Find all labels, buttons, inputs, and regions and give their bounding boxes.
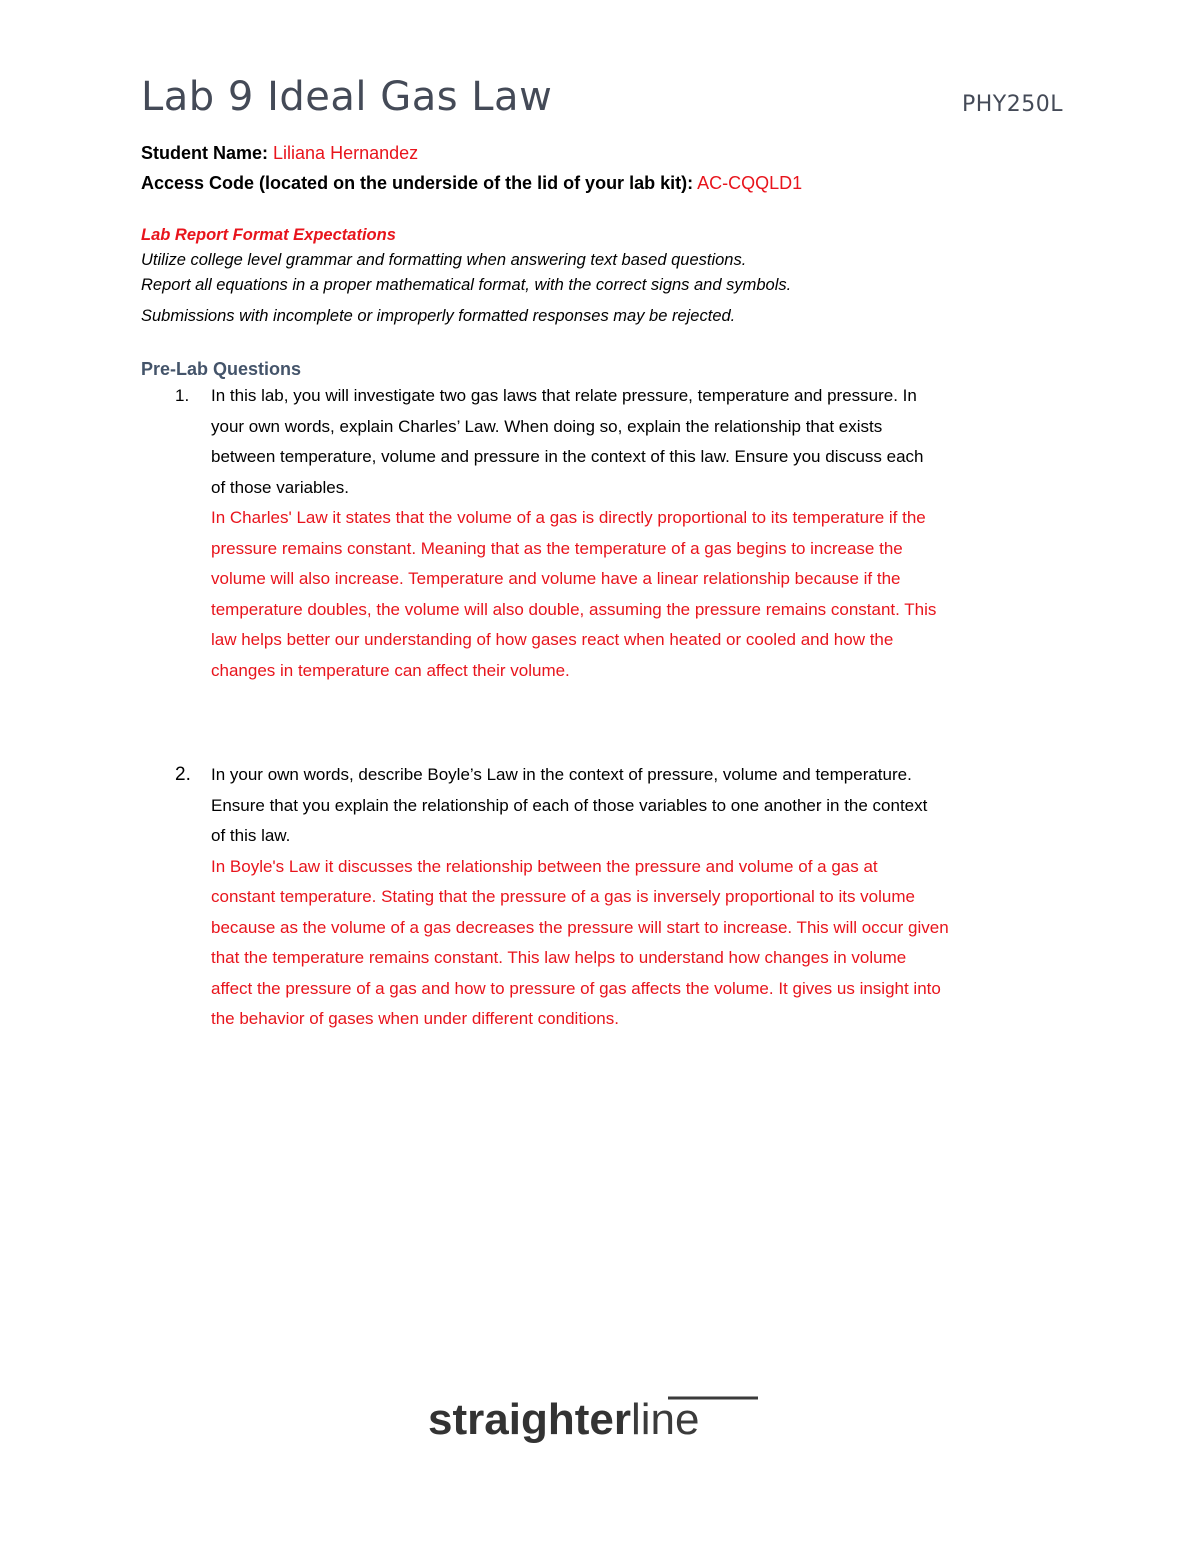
logo-bold-text: straighter: [428, 1395, 631, 1444]
answer-line: the behavior of gases when under different conditions.: [211, 1009, 619, 1028]
course-code: PHY250L: [962, 92, 1063, 117]
question-text: [211, 381, 1071, 503]
student-name-value: Liliana Hernandez: [273, 143, 419, 163]
access-code-label: Access Code (located on the underside of the lid of your lab kit):: [141, 173, 694, 193]
answer-line: that the temperature remains constant. This law helps to understand how changes in volume: [211, 948, 907, 967]
lab-title: Lab 9 Ideal Gas Law: [141, 74, 553, 120]
logo-light-text: line: [630, 1395, 700, 1444]
question-line: your own words, explain Charles’ Law. When doing so, explain the relationship that exists: [211, 416, 883, 436]
answer-line: constant temperature. Stating that the pressure of a gas is inversely proportional to its volume: [211, 887, 915, 906]
expectations-heading: Lab Report Format Expectations: [141, 226, 396, 244]
question-line: of this law.: [211, 826, 291, 845]
answer-line: In Charles' Law it states that the volume of a gas is directly proportional to its temperature if the: [211, 508, 926, 527]
question-line: In this lab, you will investigate two gas laws that relate pressure, temperature and pressure. In: [211, 386, 917, 405]
format-expectations: [141, 223, 1061, 329]
student-name-line: [141, 140, 418, 166]
prelab-heading: Pre-Lab Questions: [141, 359, 302, 379]
answer-line: temperature doubles, the volume will also double, assuming the pressure remains constant. This: [211, 599, 937, 619]
question-number: 2.: [175, 764, 191, 785]
answer-line: law helps better our understanding of how gases react when heated or cooled and how the: [211, 630, 894, 649]
expectation-line: Submissions with incomplete or improperly formatted responses may be rejected.: [141, 307, 736, 325]
question-item: [141, 760, 1071, 1035]
answer-line: because as the volume of a gas decreases the pressure will start to increase. This will occur given: [211, 917, 949, 937]
student-name-label: Student Name:: [141, 143, 269, 163]
straighterline-logo: [428, 1390, 768, 1450]
access-code-line: [141, 170, 802, 196]
answer-text: [211, 852, 1071, 1035]
access-code-value: AC-CQQLD1: [697, 173, 803, 193]
svg-text:straighterline: [428, 1395, 699, 1444]
expectation-line: Report all equations in a proper mathematical format, with the correct signs and symbols.: [141, 276, 792, 294]
question-item: [141, 381, 1071, 686]
answer-line: pressure remains constant. Meaning that as the temperature of a gas begins to increase the: [211, 538, 903, 558]
answer-text: [211, 503, 1071, 686]
question-line: of those variables.: [211, 477, 349, 497]
question-text: [211, 760, 1071, 852]
logo-mark: [428, 1390, 768, 1450]
answer-line: changes in temperature can affect their volume.: [211, 660, 570, 680]
answer-line: In Boyle's Law it discusses the relationship between the pressure and volume of a gas at: [211, 856, 878, 876]
answer-line: affect the pressure of a gas and how to pressure of gas affects the volume. It gives us insight into: [211, 978, 941, 998]
question-line: between temperature, volume and pressure in the context of this law. Ensure you discuss each: [211, 447, 924, 466]
expectation-line: Utilize college level grammar and formatting when answering text based questions.: [141, 251, 747, 269]
question-line: Ensure that you explain the relationship of each of those variables to one another in the context: [211, 795, 928, 815]
question-number: 1.: [175, 386, 190, 405]
question-line: In your own words, describe Boyle’s Law in the context of pressure, volume and temperature.: [211, 765, 912, 784]
answer-line: volume will also increase. Temperature and volume have a linear relationship because if the: [211, 569, 901, 588]
